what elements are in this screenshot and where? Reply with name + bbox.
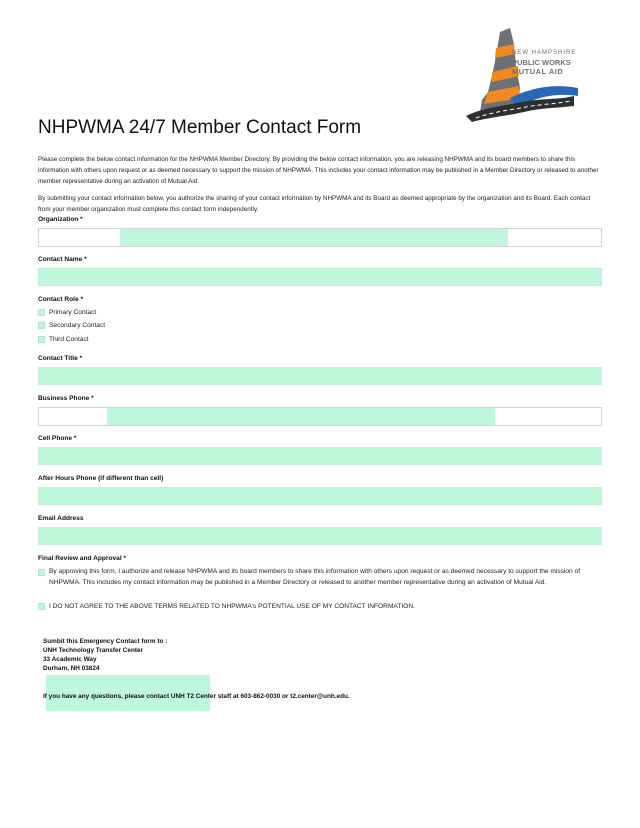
form-title: NHPWMA 24/7 Member Contact Form [38,117,362,138]
organization-field[interactable] [38,228,602,247]
approve-checkbox[interactable] [38,569,45,576]
primary-contact-checkbox[interactable] [38,309,45,316]
email-input[interactable] [38,527,602,545]
t2-center-street: 33 Academic Way [43,656,97,663]
secondary-contact-label: Secondary Contact [49,322,106,329]
final-review-label: Final Review and Approval * [38,555,127,562]
after-hours-phone-label: After Hours Phone (if different than cell) [38,475,164,482]
intro-paragraph-2: By submitting your contact information below, you authorize the sharing of your contact information by NHPWMA and its Board as deemed appropriate by the organization and its Board. Each contact from your member organization must complete this contact form independently. [38,195,591,213]
business-phone-field[interactable] [38,407,602,426]
business-phone-label: Business Phone * [38,395,94,402]
logo-text-line2: PUBLIC WORKS [512,58,571,67]
cell-phone-input[interactable] [38,447,602,465]
after-hours-phone-input[interactable] [38,487,602,505]
third-contact-checkbox[interactable] [38,336,45,343]
submit-instructions: Sumbit this Emergency Contact form to : [43,638,168,645]
logo-text-line1: NEW HAMPSHIRE [512,50,577,56]
disagree-checkbox[interactable] [38,603,45,610]
disagree-text: I DO NOT AGREE TO THE ABOVE TERMS RELATED TO NHPWMA's POTENTIAL USE OF MY CONTACT INFORMATION. [49,603,415,610]
t2-center-city: Durham, NH 03824 [43,665,100,672]
contact-role-label: Contact Role * [38,296,84,303]
questions-contact-text: If you have any questions, please contact UNH T2 Center staff at 603-862-0030 or t2.center@unh.edu. [43,693,350,700]
organization-label: Organization * [38,216,83,223]
third-contact-label: Third Contact [49,336,89,343]
contact-name-input[interactable] [38,268,602,286]
contact-name-label: Contact Name * [38,256,87,263]
secondary-contact-checkbox[interactable] [38,322,45,329]
email-label: Email Address [38,515,84,522]
business-phone-input-area[interactable] [107,408,495,425]
cell-phone-label: Cell Phone * [38,435,77,442]
intro-paragraph-1: Please complete the below contact information for the NHPWMA Member Directory. By providing the below contact information, you are releasing NHPWMA and its board members to share this information with others upon request or as deemed necessary to support the mission of NHPWMA. This includes your contact information may be published in a Member Directory or released to another member representative during an activation of Mutual Aid. [38,156,599,185]
t2-center-name: UNH Technology Transfer Center [43,647,144,654]
nhpwma-logo [462,26,578,122]
logo-text-line3: MUTUAL AID [512,67,564,76]
contact-title-input[interactable] [38,367,602,385]
approve-text: By approving this form, I authorize and release NHPWMA and its board members to share this information with others upon request or as deemed necessary to support the mission of NHPWMA. This includes my contact information may be published in a Member Directory or released to another member representative during an activation of Mutual Aid. [49,568,581,586]
organization-input-area[interactable] [120,229,508,246]
contact-title-label: Contact Title * [38,355,83,362]
primary-contact-label: Primary Contact [49,309,97,316]
